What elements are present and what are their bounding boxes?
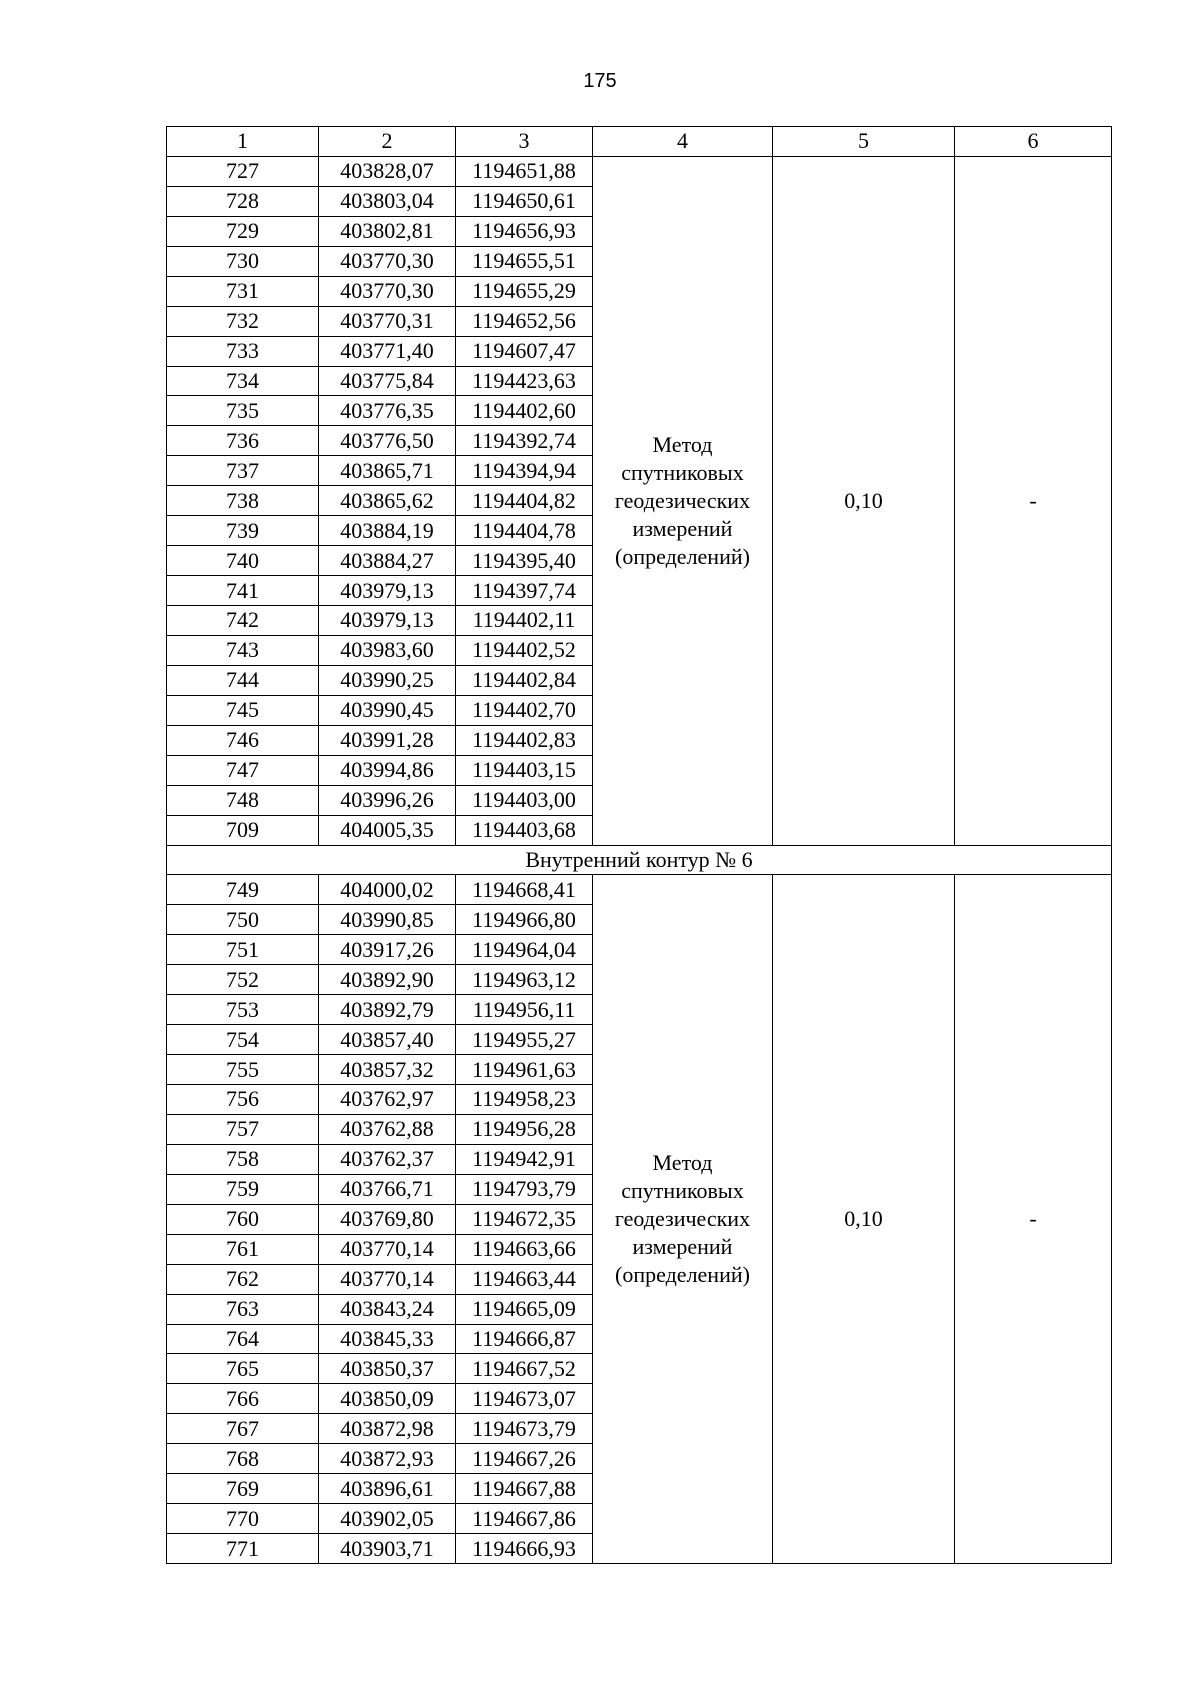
point-number-cell: 752 bbox=[167, 965, 319, 995]
y-coordinate-cell: 1194956,11 bbox=[456, 995, 593, 1025]
y-coordinate-cell: 1194607,47 bbox=[456, 336, 593, 366]
y-coordinate-cell: 1194956,28 bbox=[456, 1114, 593, 1144]
column-6-cell: - bbox=[955, 156, 1112, 845]
point-number-cell: 741 bbox=[167, 576, 319, 606]
y-coordinate-cell: 1194961,63 bbox=[456, 1055, 593, 1085]
y-coordinate-cell: 1194666,87 bbox=[456, 1324, 593, 1354]
header-cell: 6 bbox=[955, 127, 1112, 157]
point-number-cell: 753 bbox=[167, 995, 319, 1025]
point-number-cell: 759 bbox=[167, 1174, 319, 1204]
y-coordinate-cell: 1194395,40 bbox=[456, 546, 593, 576]
x-coordinate-cell: 403775,84 bbox=[319, 366, 456, 396]
y-coordinate-cell: 1194402,11 bbox=[456, 606, 593, 636]
y-coordinate-cell: 1194673,07 bbox=[456, 1384, 593, 1414]
header-cell: 4 bbox=[593, 127, 773, 157]
point-number-cell: 730 bbox=[167, 246, 319, 276]
point-number-cell: 731 bbox=[167, 276, 319, 306]
x-coordinate-cell: 403762,37 bbox=[319, 1144, 456, 1174]
y-coordinate-cell: 1194402,52 bbox=[456, 635, 593, 665]
header-cell: 3 bbox=[456, 127, 593, 157]
method-line: Метод bbox=[652, 1150, 713, 1176]
y-coordinate-cell: 1194404,82 bbox=[456, 486, 593, 516]
y-coordinate-cell: 1194392,74 bbox=[456, 426, 593, 456]
point-number-cell: 747 bbox=[167, 755, 319, 785]
y-coordinate-cell: 1194667,88 bbox=[456, 1474, 593, 1504]
point-number-cell: 771 bbox=[167, 1534, 319, 1564]
accuracy-cell: 0,10 bbox=[773, 875, 955, 1564]
point-number-cell: 729 bbox=[167, 216, 319, 246]
point-number-cell: 769 bbox=[167, 1474, 319, 1504]
y-coordinate-cell: 1194402,84 bbox=[456, 665, 593, 695]
y-coordinate-cell: 1194397,74 bbox=[456, 576, 593, 606]
x-coordinate-cell: 403850,37 bbox=[319, 1354, 456, 1384]
y-coordinate-cell: 1194402,70 bbox=[456, 695, 593, 725]
x-coordinate-cell: 403828,07 bbox=[319, 156, 456, 186]
x-coordinate-cell: 403994,86 bbox=[319, 755, 456, 785]
y-coordinate-cell: 1194403,00 bbox=[456, 785, 593, 815]
y-coordinate-cell: 1194667,86 bbox=[456, 1504, 593, 1534]
y-coordinate-cell: 1194667,52 bbox=[456, 1354, 593, 1384]
x-coordinate-cell: 403884,19 bbox=[319, 516, 456, 546]
x-coordinate-cell: 403865,62 bbox=[319, 486, 456, 516]
y-coordinate-cell: 1194652,56 bbox=[456, 306, 593, 336]
y-coordinate-cell: 1194966,80 bbox=[456, 905, 593, 935]
header-cell: 2 bbox=[319, 127, 456, 157]
x-coordinate-cell: 403770,30 bbox=[319, 246, 456, 276]
method-cell bbox=[593, 156, 773, 845]
point-number-cell: 735 bbox=[167, 396, 319, 426]
x-coordinate-cell: 403990,45 bbox=[319, 695, 456, 725]
point-number-cell: 749 bbox=[167, 875, 319, 905]
x-coordinate-cell: 403884,27 bbox=[319, 546, 456, 576]
x-coordinate-cell: 403762,97 bbox=[319, 1085, 456, 1115]
point-number-cell: 709 bbox=[167, 815, 319, 845]
method-line: Метод bbox=[652, 431, 713, 457]
point-number-cell: 748 bbox=[167, 785, 319, 815]
point-number-cell: 770 bbox=[167, 1504, 319, 1534]
section-title: Внутренний контур № 6 bbox=[167, 845, 1112, 875]
point-number-cell: 768 bbox=[167, 1444, 319, 1474]
point-number-cell: 766 bbox=[167, 1384, 319, 1414]
table-body bbox=[167, 127, 1112, 1564]
x-coordinate-cell: 403896,61 bbox=[319, 1474, 456, 1504]
y-coordinate-cell: 1194793,79 bbox=[456, 1174, 593, 1204]
x-coordinate-cell: 403850,09 bbox=[319, 1384, 456, 1414]
point-number-cell: 738 bbox=[167, 486, 319, 516]
method-line: спутниковых bbox=[621, 459, 744, 485]
y-coordinate-cell: 1194668,41 bbox=[456, 875, 593, 905]
accuracy-cell: 0,10 bbox=[773, 156, 955, 845]
point-number-cell: 750 bbox=[167, 905, 319, 935]
x-coordinate-cell: 403802,81 bbox=[319, 216, 456, 246]
point-number-cell: 743 bbox=[167, 635, 319, 665]
x-coordinate-cell: 403769,80 bbox=[319, 1204, 456, 1234]
point-number-cell: 737 bbox=[167, 456, 319, 486]
y-coordinate-cell: 1194963,12 bbox=[456, 965, 593, 995]
point-number-cell: 767 bbox=[167, 1414, 319, 1444]
x-coordinate-cell: 403857,40 bbox=[319, 1025, 456, 1055]
x-coordinate-cell: 403770,14 bbox=[319, 1264, 456, 1294]
y-coordinate-cell: 1194655,29 bbox=[456, 276, 593, 306]
table-row bbox=[167, 156, 1112, 186]
section-title-row bbox=[167, 845, 1112, 875]
y-coordinate-cell: 1194394,94 bbox=[456, 456, 593, 486]
point-number-cell: 763 bbox=[167, 1294, 319, 1324]
method-line: измерений bbox=[632, 1234, 733, 1260]
x-coordinate-cell: 403990,85 bbox=[319, 905, 456, 935]
x-coordinate-cell: 403843,24 bbox=[319, 1294, 456, 1324]
point-number-cell: 754 bbox=[167, 1025, 319, 1055]
x-coordinate-cell: 403892,90 bbox=[319, 965, 456, 995]
method-line: (определений) bbox=[615, 1262, 750, 1288]
x-coordinate-cell: 403872,98 bbox=[319, 1414, 456, 1444]
x-coordinate-cell: 403865,71 bbox=[319, 456, 456, 486]
method-line: геодезических bbox=[614, 1206, 751, 1232]
y-coordinate-cell: 1194958,23 bbox=[456, 1085, 593, 1115]
page-number: 175 bbox=[583, 70, 617, 92]
x-coordinate-cell: 403857,32 bbox=[319, 1055, 456, 1085]
method-line: геодезических bbox=[614, 487, 751, 513]
point-number-cell: 745 bbox=[167, 695, 319, 725]
header-cell: 5 bbox=[773, 127, 955, 157]
x-coordinate-cell: 403770,31 bbox=[319, 306, 456, 336]
x-coordinate-cell: 403991,28 bbox=[319, 725, 456, 755]
point-number-cell: 740 bbox=[167, 546, 319, 576]
point-number-cell: 758 bbox=[167, 1144, 319, 1174]
x-coordinate-cell: 403766,71 bbox=[319, 1174, 456, 1204]
point-number-cell: 739 bbox=[167, 516, 319, 546]
point-number-cell: 734 bbox=[167, 366, 319, 396]
y-coordinate-cell: 1194663,66 bbox=[456, 1234, 593, 1264]
header-cell: 1 bbox=[167, 127, 319, 157]
x-coordinate-cell: 403770,14 bbox=[319, 1234, 456, 1264]
y-coordinate-cell: 1194672,35 bbox=[456, 1204, 593, 1234]
x-coordinate-cell: 403762,88 bbox=[319, 1114, 456, 1144]
point-number-cell: 761 bbox=[167, 1234, 319, 1264]
point-number-cell: 756 bbox=[167, 1085, 319, 1115]
x-coordinate-cell: 403771,40 bbox=[319, 336, 456, 366]
point-number-cell: 744 bbox=[167, 665, 319, 695]
y-coordinate-cell: 1194403,68 bbox=[456, 815, 593, 845]
y-coordinate-cell: 1194402,60 bbox=[456, 396, 593, 426]
point-number-cell: 746 bbox=[167, 725, 319, 755]
method-cell bbox=[593, 875, 773, 1564]
x-coordinate-cell: 403979,13 bbox=[319, 576, 456, 606]
x-coordinate-cell: 404000,02 bbox=[319, 875, 456, 905]
y-coordinate-cell: 1194667,26 bbox=[456, 1444, 593, 1474]
x-coordinate-cell: 403903,71 bbox=[319, 1534, 456, 1564]
x-coordinate-cell: 403917,26 bbox=[319, 935, 456, 965]
y-coordinate-cell: 1194402,83 bbox=[456, 725, 593, 755]
header-row bbox=[167, 127, 1112, 157]
y-coordinate-cell: 1194666,93 bbox=[456, 1534, 593, 1564]
point-number-cell: 757 bbox=[167, 1114, 319, 1144]
y-coordinate-cell: 1194650,61 bbox=[456, 186, 593, 216]
x-coordinate-cell: 403776,35 bbox=[319, 396, 456, 426]
y-coordinate-cell: 1194665,09 bbox=[456, 1294, 593, 1324]
point-number-cell: 764 bbox=[167, 1324, 319, 1354]
coordinates-table bbox=[166, 126, 1112, 1564]
point-number-cell: 760 bbox=[167, 1204, 319, 1234]
x-coordinate-cell: 403803,04 bbox=[319, 186, 456, 216]
point-number-cell: 736 bbox=[167, 426, 319, 456]
x-coordinate-cell: 403872,93 bbox=[319, 1444, 456, 1474]
x-coordinate-cell: 403990,25 bbox=[319, 665, 456, 695]
x-coordinate-cell: 403902,05 bbox=[319, 1504, 456, 1534]
point-number-cell: 727 bbox=[167, 156, 319, 186]
method-line: измерений bbox=[632, 515, 733, 541]
point-number-cell: 762 bbox=[167, 1264, 319, 1294]
point-number-cell: 742 bbox=[167, 606, 319, 636]
x-coordinate-cell: 404005,35 bbox=[319, 815, 456, 845]
y-coordinate-cell: 1194663,44 bbox=[456, 1264, 593, 1294]
column-6-cell: - bbox=[955, 875, 1112, 1564]
table-row bbox=[167, 875, 1112, 905]
x-coordinate-cell: 403996,26 bbox=[319, 785, 456, 815]
point-number-cell: 733 bbox=[167, 336, 319, 366]
y-coordinate-cell: 1194423,63 bbox=[456, 366, 593, 396]
y-coordinate-cell: 1194955,27 bbox=[456, 1025, 593, 1055]
point-number-cell: 765 bbox=[167, 1354, 319, 1384]
x-coordinate-cell: 403776,50 bbox=[319, 426, 456, 456]
x-coordinate-cell: 403892,79 bbox=[319, 995, 456, 1025]
y-coordinate-cell: 1194403,15 bbox=[456, 755, 593, 785]
point-number-cell: 755 bbox=[167, 1055, 319, 1085]
method-line: (определений) bbox=[615, 543, 750, 569]
y-coordinate-cell: 1194673,79 bbox=[456, 1414, 593, 1444]
x-coordinate-cell: 403845,33 bbox=[319, 1324, 456, 1354]
method-line: спутниковых bbox=[621, 1178, 744, 1204]
y-coordinate-cell: 1194651,88 bbox=[456, 156, 593, 186]
x-coordinate-cell: 403983,60 bbox=[319, 635, 456, 665]
y-coordinate-cell: 1194964,04 bbox=[456, 935, 593, 965]
x-coordinate-cell: 403770,30 bbox=[319, 276, 456, 306]
point-number-cell: 728 bbox=[167, 186, 319, 216]
point-number-cell: 751 bbox=[167, 935, 319, 965]
x-coordinate-cell: 403979,13 bbox=[319, 606, 456, 636]
y-coordinate-cell: 1194404,78 bbox=[456, 516, 593, 546]
y-coordinate-cell: 1194942,91 bbox=[456, 1144, 593, 1174]
point-number-cell: 732 bbox=[167, 306, 319, 336]
y-coordinate-cell: 1194656,93 bbox=[456, 216, 593, 246]
y-coordinate-cell: 1194655,51 bbox=[456, 246, 593, 276]
